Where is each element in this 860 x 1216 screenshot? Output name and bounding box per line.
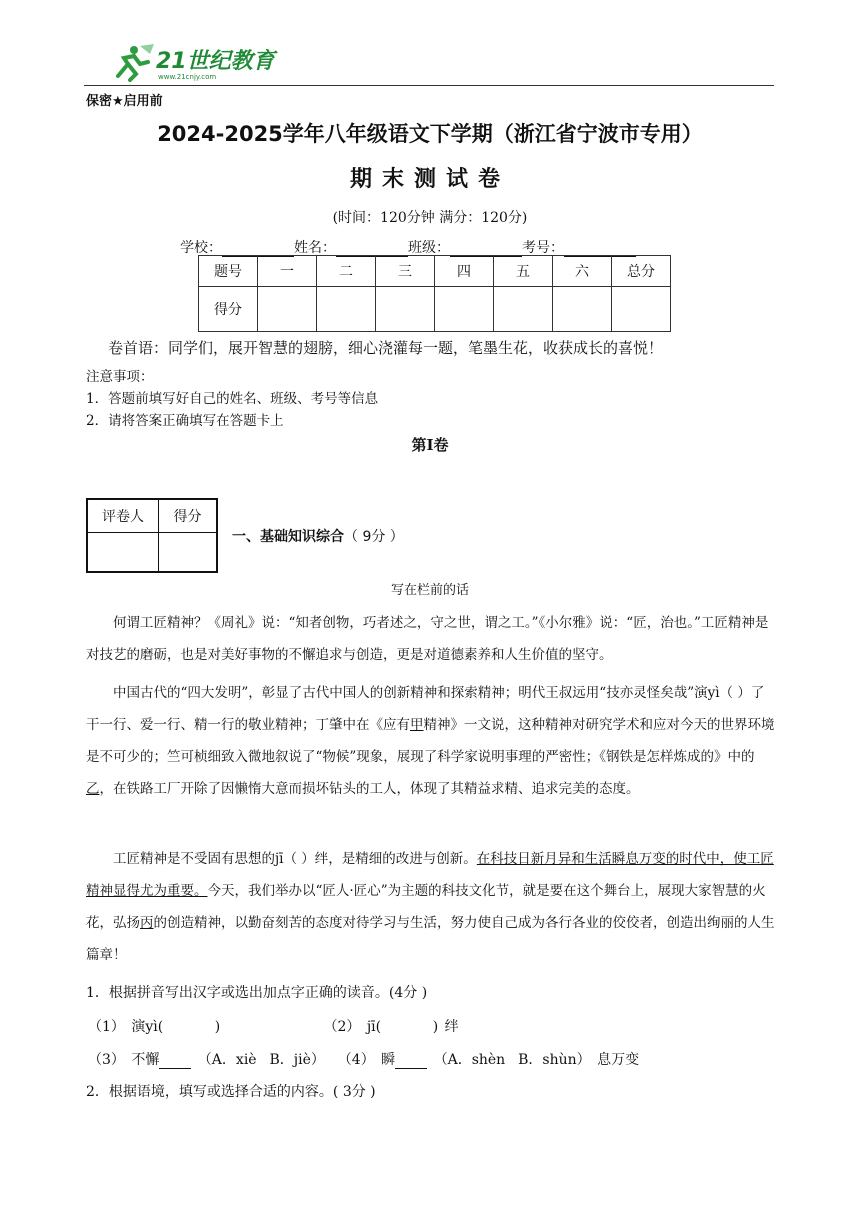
blank-yi: 乙 xyxy=(86,781,100,797)
q1-item-d: （4） 瞬 xyxy=(337,1052,396,1068)
article-paragraph xyxy=(86,677,776,805)
grader-cell[interactable] xyxy=(87,533,159,573)
grader-score-label: 得分 xyxy=(159,499,218,533)
score-header: 一 xyxy=(258,256,317,287)
underlined-sentence: 在科技日新月异和生活瞬息万变的时代中，使工匠精神显得尤为重要。 xyxy=(86,851,774,899)
score-table xyxy=(198,255,671,332)
score-header: 总分 xyxy=(612,256,671,287)
notes-title: 注意事项： xyxy=(86,369,154,385)
answer-blank[interactable] xyxy=(159,1054,191,1069)
student-info xyxy=(180,237,636,257)
score-header: 二 xyxy=(317,256,376,287)
class-label: 班级： xyxy=(408,240,450,256)
logo-url: www.21cnjy.com xyxy=(158,73,217,81)
paragraph-text: 工匠精神是不受固有思想的jī（ ）绊，是精细的改进与创新。 xyxy=(113,851,477,867)
notes xyxy=(86,366,378,432)
section-title xyxy=(232,526,404,546)
paragraph-text: 精神》一文说，这种精神对研究学术和应对今天的世界环境是不可少的；竺可桢细致入微地叙说了“物候”现象，展现了科学家说明事理的严密性；《钢铁是怎样炼成的》中的 xyxy=(86,717,775,765)
name-label: 姓名： xyxy=(294,240,336,256)
grader-label: 评卷人 xyxy=(87,499,159,533)
q1-item-b: （2） jī( ) 绊 xyxy=(323,1019,459,1035)
q1-item-c: （3） 不懈 xyxy=(88,1052,160,1068)
runner-logo-icon xyxy=(110,42,280,82)
question-1-items-row2 xyxy=(88,1049,639,1069)
section-name: 一、基础知识综合 xyxy=(232,529,344,545)
note-item: 2．请将答案正确填写在答题卡上 xyxy=(86,413,284,429)
motto: 卷首语：同学们，展开智慧的翅膀，细心浇灌每一题，笔墨生花，收获成长的喜悦！ xyxy=(108,339,664,357)
q1-item-c-options: （A．xiè B．jiè） xyxy=(191,1052,325,1068)
score-header: 三 xyxy=(376,256,435,287)
q1-item-a: （1） 演yì( ) xyxy=(88,1019,221,1035)
time-info: (时间：120分钟 满分：120分) xyxy=(332,210,528,226)
question-2: 2．根据语境，填写或选择合适的内容。( 3分 ) xyxy=(86,1084,376,1100)
score-header-row xyxy=(199,256,671,287)
score-header: 四 xyxy=(435,256,494,287)
blank-jia: 甲 xyxy=(410,717,424,733)
score-cell[interactable] xyxy=(376,287,435,332)
question-1-items-row1 xyxy=(88,1016,459,1036)
logo xyxy=(110,42,280,82)
score-cell[interactable] xyxy=(435,287,494,332)
score-cell[interactable] xyxy=(612,287,671,332)
grader-table xyxy=(86,498,218,573)
paragraph-text: 的创造精神，以勤奋刻苦的态度对待学习与生活，努力使自己成为各行各业的佼佼者，创造出绚丽的人生篇章！ xyxy=(86,915,775,963)
score-header: 题号 xyxy=(199,256,258,287)
answer-blank[interactable] xyxy=(395,1054,427,1069)
secret-label: 保密★启用前 xyxy=(86,94,163,109)
school-label: 学校： xyxy=(180,240,222,256)
score-cell[interactable] xyxy=(553,287,612,332)
section-score: （ 9分 ） xyxy=(344,529,404,545)
article-paragraph: 何谓工匠精神？《周礼》说：“知者创物，巧者述之，守之世，谓之工。”《小尔雅》说：“匠，治也。”工匠精神是对技艺的磨砺，也是对美好事物的不懈追求与创造，更是对道德素养和人生价值的坚守。 xyxy=(86,615,769,663)
logo-text: 21世纪教育 xyxy=(156,49,275,74)
volume-heading: 第I卷 xyxy=(411,436,449,454)
exam-subtitle: 期末测试卷 xyxy=(349,167,510,192)
score-header: 五 xyxy=(494,256,553,287)
exam-title: 2024-2025学年八年级语文下学期（浙江省宁波市专用） xyxy=(157,122,703,146)
article-paragraph xyxy=(86,843,776,971)
score-cell[interactable] xyxy=(258,287,317,332)
q1-item-d-options: （A．shèn B．shùn） 息万变 xyxy=(427,1052,640,1068)
exam-no-label: 考号： xyxy=(522,240,564,256)
paragraph-text: 中国古代的“四大发明”，彰显了古代中国人的创新精神和探索精神；明代王叔远用“技亦灵怪矣哉”演yì（ ）了干一行、爱一行、精一行的敬业精神；丁肇中在《应有 xyxy=(86,685,765,733)
score-cell[interactable] xyxy=(494,287,553,332)
header-divider xyxy=(84,85,774,86)
score-cell[interactable] xyxy=(317,287,376,332)
question-1: 1．根据拼音写出汉字或选出加点字正确的读音。(4分 ) xyxy=(86,985,428,1001)
score-header: 六 xyxy=(553,256,612,287)
note-item: 1．答题前填写好自己的姓名、班级、考号等信息 xyxy=(86,391,379,407)
grader-score-cell[interactable] xyxy=(159,533,218,573)
paragraph-text: 今天，我们举办以“匠人·匠心”为主题的科技文化节，就是要在这个舞台上，展现大家智慧的火花，弘扬 xyxy=(86,883,766,931)
article-title: 写在栏前的话 xyxy=(390,583,469,598)
score-row xyxy=(199,287,671,332)
paragraph-text: ，在铁路工厂开除了因懒惰大意而损坏钻头的工人，体现了其精益求精、追求完美的态度。 xyxy=(99,781,640,797)
blank-bing: 丙 xyxy=(140,915,154,931)
score-row-label: 得分 xyxy=(199,287,258,332)
